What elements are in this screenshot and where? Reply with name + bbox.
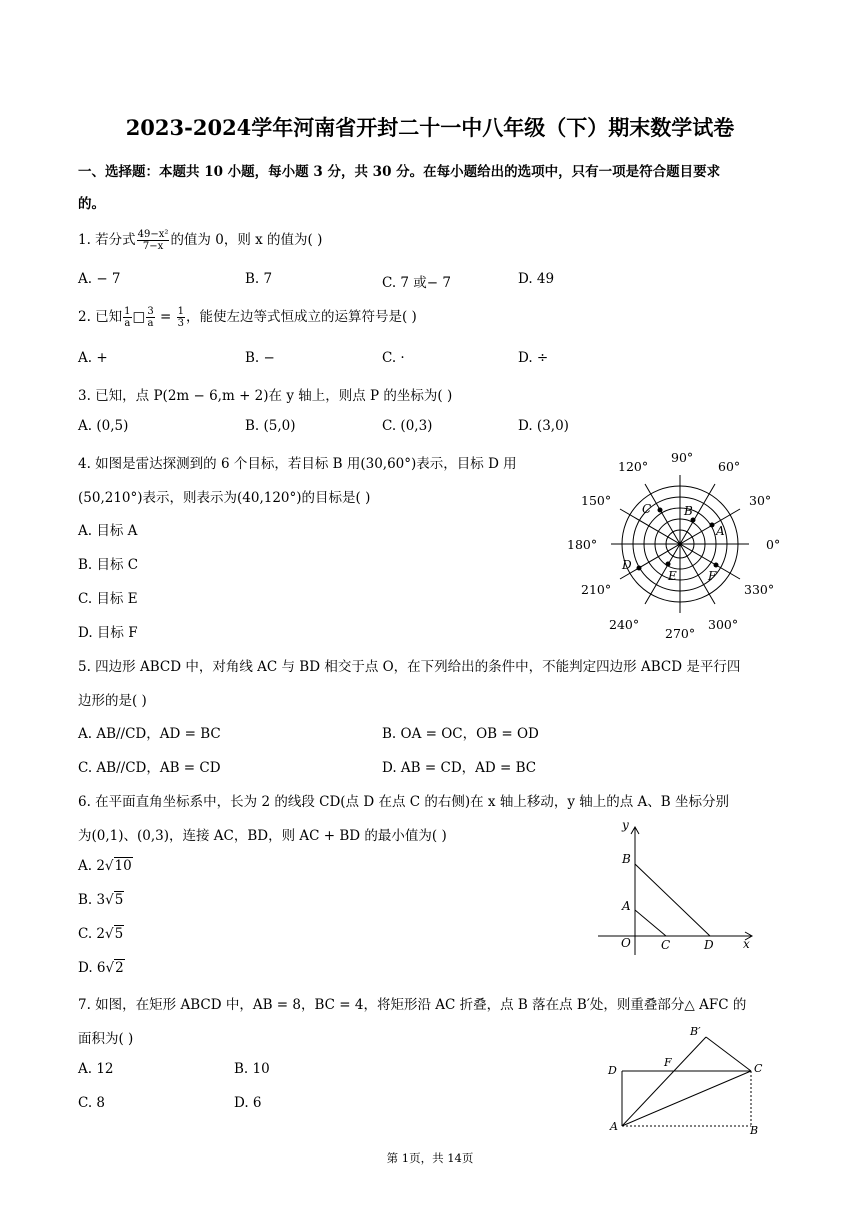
q2-operator-box: □ (132, 309, 146, 325)
radar-grid (611, 475, 749, 613)
q7-option-b: B. 10 (234, 1061, 270, 1077)
q6-figure (595, 815, 765, 955)
q4-line2: (50,210°)表示，则表示为(40,120°)的目标是( ) (78, 490, 371, 506)
section-heading-line2: 的。 (78, 196, 105, 212)
q1-option-b: B. 7 (245, 271, 273, 287)
section-heading-line1: 一、选择题：本题共 10 小题，每小题 3 分，共 30 分。在每小题给出的选项中，只有一项是符合题目要求 (78, 164, 721, 180)
target-label: C (642, 502, 652, 516)
y-label: y (622, 818, 629, 832)
point-a-label: A (622, 899, 631, 913)
point-b-label: B (750, 1124, 759, 1137)
x-label: x (743, 937, 750, 951)
point-d-label: D (704, 938, 714, 952)
radar-target-labels (621, 502, 725, 583)
q1-frac-den: 7−x (142, 241, 164, 252)
angle-label: 90° (671, 450, 694, 465)
origin-label: O (621, 936, 631, 950)
segment-ab1 (622, 1037, 706, 1126)
angle-label: 30° (749, 493, 772, 508)
point-f-label: F (664, 1056, 672, 1069)
q2-equals: = (155, 309, 176, 325)
q2-pre: 2. 已知 (78, 309, 123, 325)
q1-frac-num: 49−x² (137, 229, 169, 240)
angle-label: 150° (581, 493, 612, 508)
angle-label: 240° (609, 617, 640, 632)
q6-option-c: C. 2√5 (78, 926, 124, 942)
angle-label: 330° (744, 582, 775, 597)
q1-option-a: A. − 7 (78, 271, 121, 287)
q2-f2-den: a (147, 318, 154, 329)
target-label: A (716, 524, 725, 538)
q7-option-d: D. 6 (234, 1095, 262, 1111)
segment-ac (635, 910, 666, 936)
angle-label: 180° (567, 537, 598, 552)
angle-label: 300° (708, 617, 739, 632)
q3-option-c: C. (0,3) (382, 418, 433, 434)
point-a-label: A (610, 1120, 618, 1133)
q2-option-c: C. · (382, 350, 405, 366)
q7-line1: 7. 如图，在矩形 ABCD 中，AB = 8，BC = 4，将矩形沿 AC 折叠，点 B 落在点 B′处，则重叠部分△ AFC 的 (78, 997, 747, 1013)
angle-label: 210° (581, 582, 612, 597)
target-label: D (622, 558, 632, 572)
page-footer: 第 1页，共 14页 (386, 1151, 474, 1165)
q1-fraction (137, 229, 170, 252)
q2-f3-den: 3 (177, 318, 184, 329)
segment-bd (635, 864, 710, 936)
target-label: F (708, 569, 717, 583)
target-label: E (668, 569, 677, 583)
q2-option-b: B. − (245, 350, 275, 366)
page-title: 2023-2024学年河南省开封二十一中八年级（下）期末数学试卷 (125, 115, 735, 140)
q7-figure (600, 1020, 775, 1140)
q1-pre: 1. 若分式 (78, 232, 136, 248)
point-b-label: B (622, 852, 631, 866)
q2-option-d: D. ÷ (518, 350, 549, 366)
q1-post: 的值为 0，则 x 的值为( ) (170, 232, 323, 248)
q3-option-a: A. (0,5) (78, 418, 129, 434)
angle-label: 120° (618, 459, 649, 474)
angle-label: 60° (718, 459, 741, 474)
q2-f1-num: 1 (124, 306, 131, 317)
q1-option-d: D. 49 (518, 271, 555, 287)
q4-option-c: C. 目标 E (78, 591, 138, 607)
point-c-label: C (661, 938, 671, 952)
q2-frac-2 (146, 306, 154, 329)
q7-line2: 面积为( ) (78, 1031, 134, 1047)
radar-angle-labels (567, 450, 780, 641)
q7-option-c: C. 8 (78, 1095, 106, 1111)
q4-option-d: D. 目标 F (78, 625, 138, 641)
q5-option-b: B. OA = OC，OB = OD (382, 726, 539, 742)
point-c-label: C (754, 1062, 763, 1075)
q2-frac-1 (123, 306, 131, 329)
q6-option-d: D. 6√2 (78, 960, 124, 976)
radar-figure (560, 445, 790, 645)
q2-post: ，能使左边等式恒成立的运算符号是( ) (185, 309, 417, 325)
segment-b1c (706, 1037, 751, 1071)
q4-line1: 4. 如图是雷达探测到的 6 个目标，若目标 B 用(30,60°)表示，目标 D 用 (78, 456, 517, 472)
q3-option-d: D. (3,0) (518, 418, 569, 434)
target-label: B (684, 504, 693, 518)
q1-option-c: C. 7 或− 7 (382, 275, 452, 291)
question-2 (78, 305, 417, 329)
angle-label: 270° (665, 626, 696, 641)
q2-f1-den: a (124, 318, 131, 329)
q3-option-b: B. (5,0) (245, 418, 296, 434)
q2-option-a: A. + (78, 350, 108, 366)
q5-option-a: A. AB//CD，AD = BC (78, 726, 221, 742)
q5-option-c: C. AB//CD，AB = CD (78, 760, 221, 776)
diagonal-ac (622, 1071, 751, 1126)
q6-line1: 6. 在平面直角坐标系中，长为 2 的线段 CD(点 D 在点 C 的右侧)在 x 轴上移动，y 轴上的点 A、B 坐标分别 (78, 794, 730, 810)
point-b1-label: B′ (690, 1025, 701, 1038)
q4-option-b: B. 目标 C (78, 557, 139, 573)
angle-label: 0° (766, 537, 781, 552)
q2-f2-num: 3 (147, 306, 154, 317)
q6-option-a: A. 2√10 (78, 858, 132, 874)
q4-option-a: A. 目标 A (78, 523, 138, 539)
q5-option-d: D. AB = CD，AD = BC (382, 760, 537, 776)
q5-line1: 5. 四边形 ABCD 中，对角线 AC 与 BD 相交于点 O，在下列给出的条件中，不能判定四边形 ABCD 是平行四 (78, 659, 741, 675)
q5-line2: 边形的是( ) (78, 693, 147, 709)
question-1 (78, 228, 322, 252)
point-d-label: D (608, 1064, 617, 1077)
q6-option-b: B. 3√5 (78, 892, 124, 908)
q6-line2: 为(0,1)、(0,3)，连接 AC，BD，则 AC + BD 的最小值为( ) (78, 828, 447, 844)
q2-frac-3 (177, 306, 185, 329)
q7-option-a: A. 12 (78, 1061, 114, 1077)
q2-f3-num: 1 (177, 306, 184, 317)
question-3: 3. 已知，点 P(2m − 6,m + 2)在 y 轴上，则点 P 的坐标为( ) (78, 388, 453, 404)
